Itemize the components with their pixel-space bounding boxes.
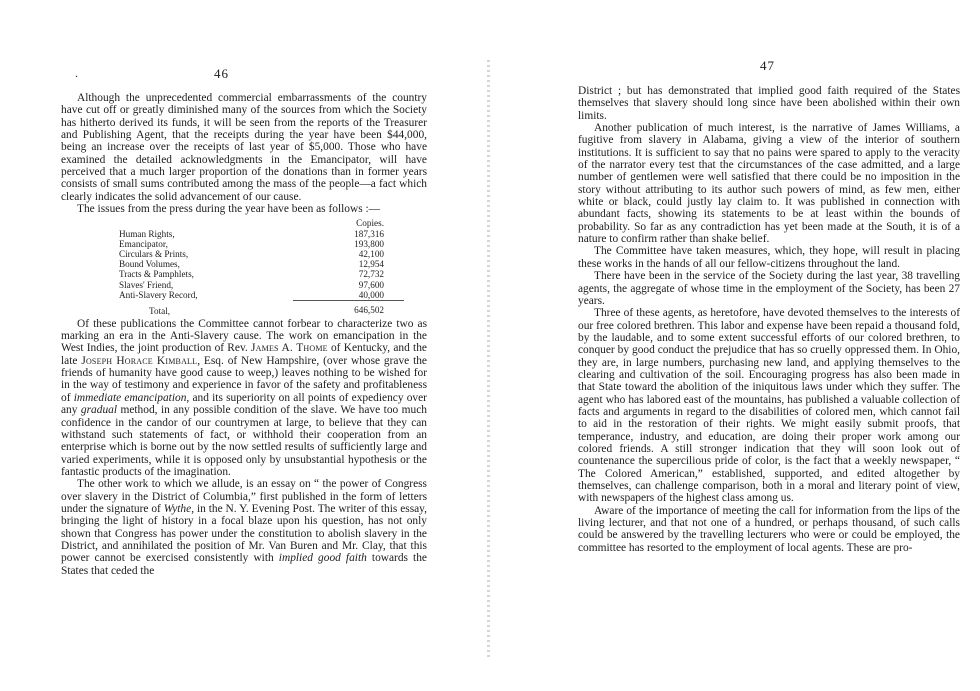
paragraph: District ; but has demonstrated that implied good faith required of the States themselves that slavery should long since have been abolished within their own limits.: [578, 85, 960, 122]
total-value: 646,502: [293, 301, 404, 316]
paragraph: The Committee have taken measures, which, they hope, will result in placing these works in the hands of all our fellow-citizens throughout the land.: [578, 245, 960, 270]
total-row: [119, 301, 404, 316]
issue-copies: 193,800: [354, 238, 384, 249]
issue-item: Circulars & Prints,: [119, 249, 189, 260]
issue-copies: 42,100: [358, 249, 384, 260]
table-row: [119, 239, 404, 249]
issue-item: Human Rights,: [119, 228, 175, 239]
italic-phrase: Wythe: [163, 502, 192, 515]
paragraph: There have been in the service of the Society during the last year, 38 travelling agents, the aggregate of whose time in the employment of the Society, has been 27 years.: [578, 270, 960, 307]
italic-phrase: implied good faith: [278, 552, 367, 565]
copies-header: Copies.: [356, 218, 384, 229]
total-label: Total,: [149, 305, 171, 316]
issue-item: Emancipator,: [119, 238, 168, 249]
table-row: [119, 290, 404, 301]
person-name: Joseph Horace Kimball: [81, 354, 198, 367]
issue-item: Anti-Slavery Record,: [119, 290, 198, 301]
paragraph: Another publication of much interest, is the narrative of James Williams, a fugitive from slavery in Alabama, giving a view of the interior of southern institutions. It is sufficient to say that no pains were spared to apply to the veracity of the narrator every test that the circumstances of the case admitted, and a large number of gentlemen were well satisfied that there could be no imposition in the story without attributing to its author such powers of mind, as few men, either white or black, could justly lay claim to. It was published in connection with abundant facts, showing its statements to be at least within the bounds of probability. So far as any contradiction has yet been made at the South, it is of a nature to confirm rather than shake belief.: [578, 122, 960, 246]
paragraph: Of these publications the Committee cannot forbear to characterize two as marking an era in the Anti-Slavery cause. The work on emancipation in the West Indies, the joint production of Rev. James A. Thome of Kentucky, and the late Joseph Horace Kimball, Esq. of New Hampshire, (over whose grave the friends of humanity have good cause to weep,) leaves nothing to be wished for in the way of testimony and experience in favor of the safety and profitableness of immediate emancipation, and its superiority on all points of expediency over any gradual method, in any possible condition of the slave. We have too much confidence in the candor of our countrymen at large, to believe that they can withstand such statements of fact, or withhold their cooperation from an enterprise which is borne out by the now settled results of sufficiently large and varied experiments, while it is opposed only by unsubstantial hypothesis or the fantastic products of the imagination.: [61, 317, 427, 478]
issue-copies: 187,316: [354, 228, 384, 239]
italic-phrase: immediate emancipation: [73, 391, 187, 404]
table-row: [119, 259, 404, 269]
paragraph: The issues from the press during the year have been as follows :—: [77, 203, 381, 216]
paragraph: Although the unprecedented commercial embarrassments of the country have cut off or greatly diminished many of the sources from which the Society has hitherto derived its funds, it will be seen from the reports of the Treasurer and Publishing Agent, that the receipts during the year have been $44,000, being an increase over the receipts of last year of $5,000. Those who have examined the detailed acknowledgments in the Emancipator, will have perceived that a much larger proportion of the donations than in former years consists of small sums contributed among the mass of the people—a fact which clearly indicates the solid advancement of our cause.: [61, 92, 427, 203]
issue-copies: 12,954: [358, 259, 384, 270]
issue-copies: 40,000: [358, 289, 384, 300]
stray-mark: .: [75, 66, 78, 80]
right-page: [490, 0, 980, 691]
paragraph: Aware of the importance of meeting the call for information from the lips of the living lecturer, and that not one of a hundred, or perhaps thousand, of such calls could be answered by the travelling lecturers who were or could be employed, the committee has resorted to the employment of local agents. These are pro-: [578, 504, 960, 554]
issues-table: [119, 218, 404, 315]
table-row: [119, 269, 404, 279]
italic-phrase: gradual: [80, 404, 117, 417]
page-number: 47: [760, 58, 775, 73]
right-text-column: [578, 85, 960, 554]
paragraph: The other work to which we allude, is an essay on “ the power of Congress over slavery in the District of Columbia,” first published in the form of letters under the signature of Wythe, in the N. Y. Evening Post. The writer of this essay, bringing the light of history in a focal blaze upon his question, has not only shown that Congress has power under the constitution to abolish slavery in the District, and annihilated the position of Mr. Van Buren and Mr. Clay, that this power cannot be exercised consistently with implied good faith towards the States that ceded the: [61, 478, 427, 577]
issues-table-header-row: [119, 218, 404, 228]
page-number: 46: [214, 66, 229, 81]
table-row: [119, 280, 404, 290]
issue-item: Slaves' Friend,: [119, 279, 174, 290]
paragraph: Three of these agents, as heretofore, have devoted themselves to the interests of our free colored brethren. This labor and expense have been repaid a thousand fold, by the laudable, and to some extent successful efforts of our colored brethren, to conquer by good conduct the prejudice that has so cruelly oppressed them. In Ohio, they are, in large numbers, purchasing new land, and applying themselves to the clearing and cultivation of the soil. Encouraging progress has also been made in that State toward the abolition of the iniquitous laws under which they suffer. The agent who has labored east of the mountains, has published a valuable collection of facts and arguments in regard to the disabilities of colored men, which cannot fail to aid in the restoration of their rights. We might easily submit proofs, that temperance, industry, and education, are doing their proper work among our colored friends. A still stronger indication that they will soon look out of countenance the supercilious pride of color, is the fact that a weekly newspaper, “ The Colored American,” established, supported, and edited altogether by themselves, can challenge comparison, both in a moral and literary point of view, with newspapers of the highest class among us.: [578, 307, 960, 505]
issue-item: Bound Volumes,: [119, 259, 180, 270]
issue-copies: 97,600: [358, 279, 384, 290]
table-row: [119, 229, 404, 239]
table-row: [119, 249, 404, 259]
left-text-column: [61, 92, 427, 577]
person-name: James A. Thome: [251, 342, 328, 355]
issue-copies: 72,732: [358, 269, 384, 280]
issue-item: Tracts & Pamphlets,: [119, 269, 194, 280]
